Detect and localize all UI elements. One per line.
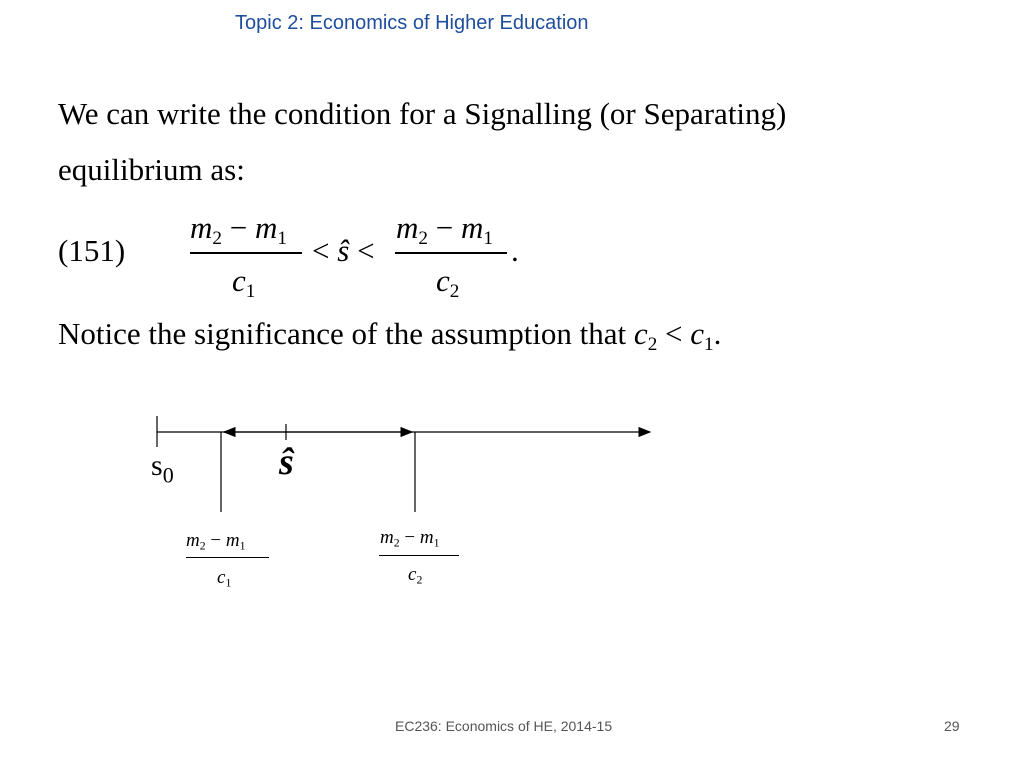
fraction-1-numerator: $m_2 - m_1$ <box>190 210 287 249</box>
fraction-2-denominator: $c_2$ <box>436 263 460 302</box>
s-hat-label: ŝ <box>279 441 294 483</box>
page-number: 29 <box>944 718 960 734</box>
upper-bound-denominator: $c_2$ <box>408 564 423 587</box>
lower-bound-numerator: $m_2 - m_1$ <box>186 530 246 553</box>
lower-bound-bar <box>186 557 269 558</box>
equation-period: . <box>511 233 519 268</box>
equation-label: (151) <box>58 233 126 268</box>
fraction-1-denominator: $c_1$ <box>232 263 256 302</box>
slide-title: Topic 2: Economics of Higher Education <box>235 12 589 34</box>
body-line-2: equilibrium as: <box>58 152 245 187</box>
s0-label: $s_0$ <box>151 449 174 488</box>
upper-bound-bar <box>379 555 459 556</box>
footer-text: EC236: Economics of HE, 2014-15 <box>395 718 613 734</box>
upper-bound-numerator: $m_2 - m_1$ <box>380 527 440 550</box>
inequality-s-hat: < ŝ < <box>312 233 375 268</box>
notice-line: Notice the significance of the assumption that $c_2 < c_1$. <box>58 316 722 355</box>
body-line-1: We can write the condition for a Signalling (or Separating) <box>58 96 787 131</box>
fraction-2-numerator: $m_2 - m_1$ <box>396 210 493 249</box>
lower-bound-denominator: $c_1$ <box>217 567 232 590</box>
